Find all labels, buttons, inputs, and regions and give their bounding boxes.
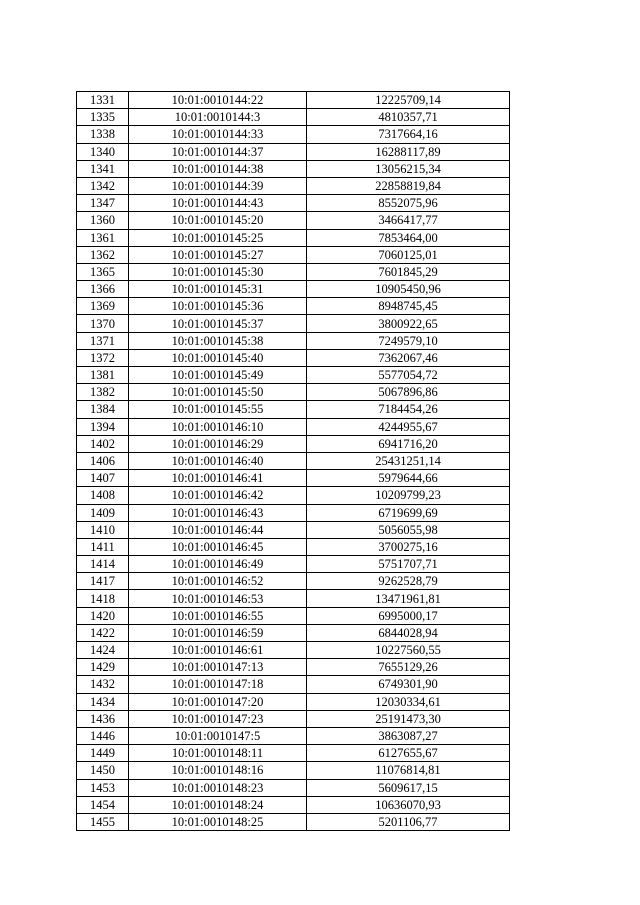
cadastral-number-cell: 10:01:0010148:11 bbox=[129, 745, 307, 762]
value-cell: 7853464,00 bbox=[307, 229, 510, 246]
value-cell: 3466417,77 bbox=[307, 212, 510, 229]
table-row bbox=[77, 126, 510, 143]
table-row bbox=[77, 624, 510, 641]
row-number-cell: 1422 bbox=[77, 624, 129, 641]
value-cell: 5056055,98 bbox=[307, 521, 510, 538]
table-row bbox=[77, 642, 510, 659]
row-number-cell: 1411 bbox=[77, 538, 129, 555]
cadastral-number-cell: 10:01:0010147:5 bbox=[129, 727, 307, 744]
value-cell: 4810357,71 bbox=[307, 109, 510, 126]
cadastral-number-cell: 10:01:0010148:24 bbox=[129, 796, 307, 813]
table-row bbox=[77, 659, 510, 676]
table-row bbox=[77, 521, 510, 538]
value-cell: 5751707,71 bbox=[307, 556, 510, 573]
row-number-cell: 1372 bbox=[77, 349, 129, 366]
cadastral-number-cell: 10:01:0010144:22 bbox=[129, 92, 307, 109]
cadastral-number-cell: 10:01:0010146:49 bbox=[129, 556, 307, 573]
cadastral-number-cell: 10:01:0010144:39 bbox=[129, 177, 307, 194]
table-row bbox=[77, 92, 510, 109]
cadastral-number-cell: 10:01:0010148:16 bbox=[129, 762, 307, 779]
cadastral-number-cell: 10:01:0010146:45 bbox=[129, 538, 307, 555]
row-number-cell: 1408 bbox=[77, 487, 129, 504]
table-row bbox=[77, 177, 510, 194]
row-number-cell: 1454 bbox=[77, 796, 129, 813]
table-row bbox=[77, 504, 510, 521]
cadastral-number-cell: 10:01:0010145:20 bbox=[129, 212, 307, 229]
row-number-cell: 1406 bbox=[77, 452, 129, 469]
table-row bbox=[77, 813, 510, 830]
value-cell: 13056215,34 bbox=[307, 160, 510, 177]
row-number-cell: 1394 bbox=[77, 418, 129, 435]
cadastral-number-cell: 10:01:0010147:20 bbox=[129, 693, 307, 710]
value-cell: 10636070,93 bbox=[307, 796, 510, 813]
table-row bbox=[77, 693, 510, 710]
cadastral-number-cell: 10:01:0010145:30 bbox=[129, 263, 307, 280]
table-row bbox=[77, 538, 510, 555]
value-cell: 8948745,45 bbox=[307, 298, 510, 315]
value-cell: 6844028,94 bbox=[307, 624, 510, 641]
row-number-cell: 1436 bbox=[77, 710, 129, 727]
row-number-cell: 1424 bbox=[77, 642, 129, 659]
row-number-cell: 1402 bbox=[77, 435, 129, 452]
value-cell: 5201106,77 bbox=[307, 813, 510, 830]
table-row bbox=[77, 109, 510, 126]
value-cell: 6995000,17 bbox=[307, 607, 510, 624]
table-row bbox=[77, 349, 510, 366]
table-row bbox=[77, 779, 510, 796]
value-cell: 7655129,26 bbox=[307, 659, 510, 676]
table-row bbox=[77, 762, 510, 779]
row-number-cell: 1338 bbox=[77, 126, 129, 143]
value-cell: 8552075,96 bbox=[307, 195, 510, 212]
table-row bbox=[77, 401, 510, 418]
table-row bbox=[77, 246, 510, 263]
value-cell: 10227560,55 bbox=[307, 642, 510, 659]
row-number-cell: 1382 bbox=[77, 384, 129, 401]
cadastral-number-cell: 10:01:0010144:37 bbox=[129, 143, 307, 160]
row-number-cell: 1366 bbox=[77, 281, 129, 298]
cadastral-number-cell: 10:01:0010146:10 bbox=[129, 418, 307, 435]
cadastral-number-cell: 10:01:0010146:29 bbox=[129, 435, 307, 452]
row-number-cell: 1417 bbox=[77, 573, 129, 590]
cadastral-number-cell: 10:01:0010147:18 bbox=[129, 676, 307, 693]
cadastral-number-cell: 10:01:0010145:38 bbox=[129, 332, 307, 349]
cadastral-number-cell: 10:01:0010146:40 bbox=[129, 452, 307, 469]
table-row bbox=[77, 332, 510, 349]
row-number-cell: 1335 bbox=[77, 109, 129, 126]
value-cell: 22858819,84 bbox=[307, 177, 510, 194]
row-number-cell: 1360 bbox=[77, 212, 129, 229]
cadastral-number-cell: 10:01:0010145:31 bbox=[129, 281, 307, 298]
cadastral-number-cell: 10:01:0010144:33 bbox=[129, 126, 307, 143]
cadastral-number-cell: 10:01:0010147:13 bbox=[129, 659, 307, 676]
value-cell: 25191473,30 bbox=[307, 710, 510, 727]
cadastral-number-cell: 10:01:0010146:53 bbox=[129, 590, 307, 607]
table-row bbox=[77, 470, 510, 487]
value-cell: 5609617,15 bbox=[307, 779, 510, 796]
cadastral-number-cell: 10:01:0010145:27 bbox=[129, 246, 307, 263]
value-cell: 7060125,01 bbox=[307, 246, 510, 263]
cadastral-number-cell: 10:01:0010146:43 bbox=[129, 504, 307, 521]
table-row bbox=[77, 607, 510, 624]
value-cell: 7362067,46 bbox=[307, 349, 510, 366]
value-cell: 3863087,27 bbox=[307, 727, 510, 744]
row-number-cell: 1365 bbox=[77, 263, 129, 280]
row-number-cell: 1434 bbox=[77, 693, 129, 710]
table-row bbox=[77, 195, 510, 212]
value-cell: 6719699,69 bbox=[307, 504, 510, 521]
table-row bbox=[77, 745, 510, 762]
cadastral-number-cell: 10:01:0010144:38 bbox=[129, 160, 307, 177]
cadastral-number-cell: 10:01:0010146:59 bbox=[129, 624, 307, 641]
cadastral-number-cell: 10:01:0010145:25 bbox=[129, 229, 307, 246]
table-row bbox=[77, 435, 510, 452]
cadastral-number-cell: 10:01:0010145:40 bbox=[129, 349, 307, 366]
table-row bbox=[77, 160, 510, 177]
value-cell: 7249579,10 bbox=[307, 332, 510, 349]
row-number-cell: 1455 bbox=[77, 813, 129, 830]
cadastral-number-cell: 10:01:0010146:52 bbox=[129, 573, 307, 590]
row-number-cell: 1446 bbox=[77, 727, 129, 744]
value-cell: 3700275,16 bbox=[307, 538, 510, 555]
table-row bbox=[77, 229, 510, 246]
value-cell: 10209799,23 bbox=[307, 487, 510, 504]
row-number-cell: 1429 bbox=[77, 659, 129, 676]
row-number-cell: 1384 bbox=[77, 401, 129, 418]
cadastral-number-cell: 10:01:0010144:43 bbox=[129, 195, 307, 212]
value-cell: 5067896,86 bbox=[307, 384, 510, 401]
table-row bbox=[77, 710, 510, 727]
value-cell: 13471961,81 bbox=[307, 590, 510, 607]
row-number-cell: 1420 bbox=[77, 607, 129, 624]
row-number-cell: 1331 bbox=[77, 92, 129, 109]
table-row bbox=[77, 676, 510, 693]
value-cell: 6127655,67 bbox=[307, 745, 510, 762]
value-cell: 4244955,67 bbox=[307, 418, 510, 435]
table-row bbox=[77, 263, 510, 280]
table-row bbox=[77, 487, 510, 504]
cadastral-number-cell: 10:01:0010145:50 bbox=[129, 384, 307, 401]
table-row bbox=[77, 727, 510, 744]
table-row bbox=[77, 590, 510, 607]
row-number-cell: 1362 bbox=[77, 246, 129, 263]
table-row bbox=[77, 281, 510, 298]
cadastral-number-cell: 10:01:0010146:44 bbox=[129, 521, 307, 538]
row-number-cell: 1369 bbox=[77, 298, 129, 315]
table-body bbox=[77, 92, 510, 831]
row-number-cell: 1410 bbox=[77, 521, 129, 538]
value-cell: 5577054,72 bbox=[307, 367, 510, 384]
row-number-cell: 1414 bbox=[77, 556, 129, 573]
row-number-cell: 1347 bbox=[77, 195, 129, 212]
value-cell: 6749301,90 bbox=[307, 676, 510, 693]
table-row bbox=[77, 212, 510, 229]
table-row bbox=[77, 384, 510, 401]
table-row bbox=[77, 556, 510, 573]
cadastral-number-cell: 10:01:0010145:55 bbox=[129, 401, 307, 418]
value-cell: 10905450,96 bbox=[307, 281, 510, 298]
cadastral-number-cell: 10:01:0010146:61 bbox=[129, 642, 307, 659]
value-cell: 16288117,89 bbox=[307, 143, 510, 160]
value-cell: 6941716,20 bbox=[307, 435, 510, 452]
table-row bbox=[77, 418, 510, 435]
value-cell: 3800922,65 bbox=[307, 315, 510, 332]
table-row bbox=[77, 143, 510, 160]
value-cell: 12225709,14 bbox=[307, 92, 510, 109]
table-row bbox=[77, 298, 510, 315]
row-number-cell: 1432 bbox=[77, 676, 129, 693]
table-row bbox=[77, 367, 510, 384]
value-cell: 7317664,16 bbox=[307, 126, 510, 143]
cadastral-number-cell: 10:01:0010146:42 bbox=[129, 487, 307, 504]
cadastral-number-cell: 10:01:0010146:41 bbox=[129, 470, 307, 487]
row-number-cell: 1361 bbox=[77, 229, 129, 246]
row-number-cell: 1340 bbox=[77, 143, 129, 160]
cadastral-number-cell: 10:01:0010145:49 bbox=[129, 367, 307, 384]
row-number-cell: 1449 bbox=[77, 745, 129, 762]
table-row bbox=[77, 573, 510, 590]
value-cell: 9262528,79 bbox=[307, 573, 510, 590]
row-number-cell: 1371 bbox=[77, 332, 129, 349]
row-number-cell: 1409 bbox=[77, 504, 129, 521]
value-cell: 12030334,61 bbox=[307, 693, 510, 710]
table-row bbox=[77, 452, 510, 469]
row-number-cell: 1450 bbox=[77, 762, 129, 779]
cadastral-number-cell: 10:01:0010148:23 bbox=[129, 779, 307, 796]
value-cell: 7601845,29 bbox=[307, 263, 510, 280]
row-number-cell: 1407 bbox=[77, 470, 129, 487]
cadastral-number-cell: 10:01:0010145:36 bbox=[129, 298, 307, 315]
cadastral-number-cell: 10:01:0010147:23 bbox=[129, 710, 307, 727]
row-number-cell: 1418 bbox=[77, 590, 129, 607]
row-number-cell: 1453 bbox=[77, 779, 129, 796]
row-number-cell: 1381 bbox=[77, 367, 129, 384]
value-cell: 7184454,26 bbox=[307, 401, 510, 418]
cadastral-table bbox=[76, 91, 510, 831]
cadastral-number-cell: 10:01:0010146:55 bbox=[129, 607, 307, 624]
value-cell: 5979644,66 bbox=[307, 470, 510, 487]
table-row bbox=[77, 315, 510, 332]
value-cell: 25431251,14 bbox=[307, 452, 510, 469]
row-number-cell: 1342 bbox=[77, 177, 129, 194]
cadastral-number-cell: 10:01:0010144:3 bbox=[129, 109, 307, 126]
cadastral-number-cell: 10:01:0010145:37 bbox=[129, 315, 307, 332]
row-number-cell: 1341 bbox=[77, 160, 129, 177]
cadastral-number-cell: 10:01:0010148:25 bbox=[129, 813, 307, 830]
table-row bbox=[77, 796, 510, 813]
value-cell: 11076814,81 bbox=[307, 762, 510, 779]
row-number-cell: 1370 bbox=[77, 315, 129, 332]
